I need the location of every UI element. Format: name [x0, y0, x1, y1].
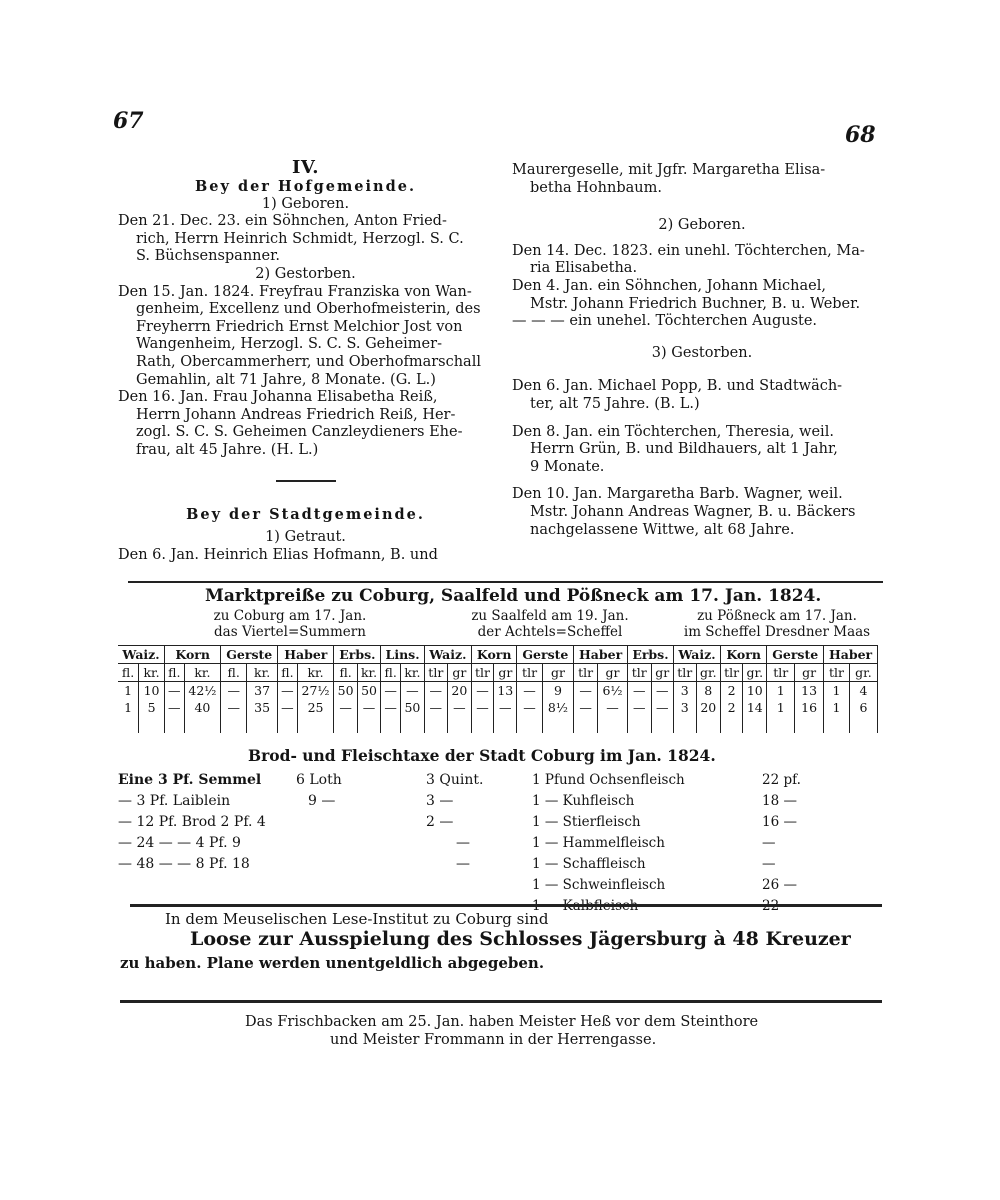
- unit-cell: tlr: [517, 664, 542, 682]
- market-title: Marktpreiße zu Coburg, Saalfeld und Pößneck am 17. Jan. 1824.: [205, 586, 822, 606]
- entry-line: Wangenheim, Herzogl. S. C. S. Geheimer-: [136, 336, 442, 353]
- coburg-group-line2: das Viertel=Summern: [214, 624, 366, 640]
- meat-price: 18 —: [762, 793, 797, 809]
- separator-rule: [276, 480, 336, 482]
- table-cell: 10: [743, 682, 767, 700]
- coburg-group-header: [175, 608, 405, 640]
- unit-cell: fl.: [278, 664, 298, 682]
- meat-row-5: [532, 854, 801, 875]
- bread-item: — 24 — — 4 Pf. 9: [118, 835, 241, 851]
- meat-item: 1 — Stierfleisch: [532, 814, 641, 830]
- table-cell: —: [471, 682, 493, 700]
- entry-line: Den 16. Jan. Frau Johanna Elisabetha Reiß,: [118, 389, 438, 406]
- unit-cell: gr: [795, 664, 824, 682]
- bread-item: — 12 Pf. Brod 2 Pf. 4: [118, 814, 266, 830]
- table-header-cell: Erbs.: [334, 646, 381, 664]
- entry-line: Den 10. Jan. Margaretha Barb. Wagner, weil.: [512, 486, 843, 503]
- table-cell: 8: [696, 682, 720, 700]
- table-cell: —: [221, 699, 247, 716]
- unit-cell: kr.: [401, 664, 425, 682]
- notice-line-2: Loose zur Ausspielung des Schlosses Jägersburg à 48 Kreuzer: [190, 928, 851, 950]
- table-cell: 1: [824, 699, 850, 716]
- unit-cell: kr.: [297, 664, 334, 682]
- table-cell: —: [574, 682, 598, 700]
- table-cell: 3: [673, 682, 696, 700]
- table-cell: 6: [849, 699, 877, 716]
- page-number-left: 67: [113, 108, 144, 134]
- table-cell: 50: [357, 682, 381, 700]
- unit-cell: kr.: [357, 664, 381, 682]
- table-cell: —: [471, 699, 493, 716]
- section-number: IV.: [291, 157, 319, 178]
- meat-row-1: [532, 770, 801, 791]
- meat-row-3: [532, 812, 801, 833]
- entry-line: zogl. S. C. S. Geheimen Canzleydieners Ehe-: [136, 424, 463, 441]
- unit-cell: tlr: [424, 664, 447, 682]
- entry-line: rich, Herrn Heinrich Schmidt, Herzogl. S. C.: [136, 230, 464, 247]
- bread-row-5: [118, 854, 483, 875]
- bread-tax-list: [118, 770, 483, 875]
- table-header-cell: Waiz.: [424, 646, 471, 664]
- unit-cell: gr: [651, 664, 673, 682]
- table-cell: —: [165, 682, 185, 700]
- table-cell: 37: [247, 682, 278, 700]
- table-cell: —: [651, 699, 673, 716]
- table-cell: 4: [849, 682, 877, 700]
- meat-item: 1 — Schaffleisch: [532, 856, 646, 872]
- footer-line-2: und Meister Frommann in der Herrengasse.: [330, 1032, 657, 1048]
- entry-line: Den 6. Jan. Michael Popp, B. und Stadtwäch-: [512, 378, 843, 395]
- notice-top-rule: [130, 904, 882, 907]
- table-header-cell: Waiz.: [118, 646, 165, 664]
- unit-cell: tlr: [720, 664, 742, 682]
- left-column: [118, 158, 493, 564]
- meat-item: 1 — Kuhfleisch: [532, 793, 635, 809]
- table-cell: 5: [139, 699, 165, 716]
- meat-price: 16 —: [762, 814, 797, 830]
- entry-line: Herrn Grün, B. und Bildhauers, alt 1 Jahr,: [530, 441, 838, 458]
- unit-cell: gr.: [849, 664, 877, 682]
- unit-cell: tlr: [824, 664, 850, 682]
- entry-line: — — — ein unehel. Töchterchen Auguste.: [512, 313, 818, 330]
- table-cell: 40: [184, 699, 221, 716]
- meat-price: —: [762, 835, 776, 851]
- table-header-cell: Haber: [824, 646, 878, 664]
- table-header-cell: Gerste: [767, 646, 824, 664]
- entry-line: ria Elisabetha.: [530, 260, 638, 277]
- entry-line: betha Hohnbaum.: [530, 179, 662, 196]
- entry-line: genheim, Excellenz und Oberhofmeisterin, des: [136, 301, 481, 318]
- table-cell: 10: [139, 682, 165, 700]
- table-header-cell: Korn: [165, 646, 221, 664]
- bread-quint: —: [456, 856, 470, 872]
- table-cell: —: [494, 699, 517, 716]
- entry-line: Freyherrn Friedrich Ernst Melchior Jost von: [136, 318, 463, 335]
- table-cell: 2: [720, 682, 742, 700]
- table-cell: —: [651, 682, 673, 700]
- entry-line: Maurergeselle, mit Jgfr. Margaretha Elisa-: [512, 162, 826, 178]
- unit-cell: gr.: [743, 664, 767, 682]
- tax-title: Brod- und Fleischtaxe der Stadt Coburg im Jan. 1824.: [248, 746, 716, 765]
- entry-line: nachgelassene Wittwe, alt 68 Jahre.: [530, 521, 795, 538]
- entry-line: Herrn Johann Andreas Friedrich Reiß, Her-: [136, 406, 456, 423]
- table-cell: —: [574, 699, 598, 716]
- unit-cell: kr.: [184, 664, 221, 682]
- table-header-cell: Gerste: [221, 646, 278, 664]
- table-cell: —: [278, 682, 298, 700]
- table-cell: —: [517, 699, 542, 716]
- entry-line: frau, alt 45 Jahre. (H. L.): [136, 441, 319, 458]
- table-cell: 1: [767, 682, 795, 700]
- unit-cell: gr: [494, 664, 517, 682]
- coburg-group-line1: zu Coburg am 17. Jan.: [213, 608, 367, 624]
- market-price-table: [118, 645, 878, 733]
- table-header-cell: Gerste: [517, 646, 574, 664]
- bread-weight: 6 Loth: [296, 772, 342, 788]
- table-cell: —: [357, 699, 381, 716]
- table-cell: 50: [334, 682, 357, 700]
- meat-row-6: [532, 875, 801, 896]
- table-cell: 50: [401, 699, 425, 716]
- subheading-geboren: 1) Geboren.: [261, 195, 350, 212]
- meat-price: —: [762, 856, 776, 872]
- bread-item: — 48 — — 8 Pf. 18: [118, 856, 250, 872]
- notice-line-1: In dem Meuselischen Lese-Institut zu Coburg sind: [165, 910, 549, 928]
- table-cell: 8½: [542, 699, 574, 716]
- table-cell: —: [334, 699, 357, 716]
- bread-row-4: [118, 833, 483, 854]
- table-header-row: [118, 646, 878, 664]
- heading-stadtgemeinde: Bey der Stadtgemeinde.: [186, 505, 425, 523]
- unit-cell: fl.: [118, 664, 139, 682]
- entry-line: Den 4. Jan. ein Söhnchen, Johann Michael,: [512, 277, 826, 294]
- subheading-gestorben: 2) Gestorben.: [255, 265, 356, 282]
- table-cell: 14: [743, 699, 767, 716]
- table-header-cell: Korn: [471, 646, 517, 664]
- saalfeld-group-line2: der Achtels=Scheffel: [477, 624, 623, 640]
- entry-line: Den 6. Jan. Heinrich Elias Hofmann, B. und: [118, 546, 438, 563]
- entry-line: S. Büchsenspanner.: [136, 248, 281, 265]
- bread-quint: 3 —: [426, 793, 454, 809]
- footer-line-1: Das Frischbacken am 25. Jan. haben Meister Heß vor dem Steinthore: [245, 1014, 759, 1030]
- meat-tax-list: [532, 770, 801, 917]
- entry-line: Den 8. Jan. ein Töchterchen, Theresia, weil.: [512, 423, 834, 440]
- table-cell: 20: [447, 682, 471, 700]
- unit-cell: tlr: [627, 664, 651, 682]
- table-cell: —: [627, 699, 651, 716]
- entry-line: Rath, Obercammerherr, und Oberhofmarschall: [136, 353, 481, 370]
- table-cell: —: [598, 699, 628, 716]
- bread-quint: —: [456, 835, 470, 851]
- unit-cell: tlr: [574, 664, 598, 682]
- table-cell: —: [165, 699, 185, 716]
- unit-cell: fl.: [221, 664, 247, 682]
- unit-cell: gr: [447, 664, 471, 682]
- meat-row-2: [532, 791, 801, 812]
- meat-item: 1 — Schweinfleisch: [532, 877, 666, 893]
- page-number-right: 68: [845, 122, 876, 148]
- table-cell: 35: [247, 699, 278, 716]
- table-cell: —: [278, 699, 298, 716]
- table-cell: 1: [118, 699, 139, 716]
- unit-cell: fl.: [381, 664, 401, 682]
- entry-line: Den 14. Dec. 1823. ein unehl. Töchterchen, Ma-: [512, 242, 865, 259]
- table-cell: 2: [720, 699, 742, 716]
- bread-item: — 3 Pf. Laiblein: [118, 793, 231, 809]
- table-cell: —: [401, 682, 425, 700]
- entry-line: 9 Monate.: [530, 458, 605, 475]
- table-cell: 16: [795, 699, 824, 716]
- notice-line-3: zu haben. Plane werden unentgeldlich abgegeben.: [120, 954, 545, 972]
- saalfeld-group-header: [450, 608, 650, 640]
- table-cell: 1: [118, 682, 139, 700]
- table-spacer-row: [118, 716, 878, 733]
- bread-quint: 2 —: [426, 814, 454, 830]
- unit-cell: fl.: [334, 664, 357, 682]
- poessneck-group-line1: zu Pößneck am 17. Jan.: [697, 608, 857, 624]
- table-cell: 13: [795, 682, 824, 700]
- table-header-cell: Haber: [574, 646, 628, 664]
- unit-cell: tlr: [471, 664, 493, 682]
- notice-bottom-rule: [120, 1000, 882, 1003]
- table-header-cell: Waiz.: [673, 646, 720, 664]
- unit-cell: tlr: [673, 664, 696, 682]
- poessneck-group-line2: im Scheffel Dresdner Maas: [683, 624, 871, 640]
- bread-quint: 3 Quint.: [426, 772, 484, 788]
- table-cell: —: [381, 699, 401, 716]
- table-units-row: [118, 664, 878, 682]
- unit-cell: gr: [598, 664, 628, 682]
- table-cell: —: [381, 682, 401, 700]
- bread-weight: 9 —: [308, 793, 336, 809]
- bread-row-1: [118, 770, 483, 791]
- bread-item: Eine 3 Pf. Semmel: [118, 772, 262, 788]
- table-cell: 20: [696, 699, 720, 716]
- subheading-getraut: 1) Getraut.: [265, 529, 346, 546]
- table-cell: —: [424, 699, 447, 716]
- unit-cell: gr.: [696, 664, 720, 682]
- unit-cell: kr.: [247, 664, 278, 682]
- table-cell: 42½: [184, 682, 221, 700]
- heading-hofgemeinde: Bey der Hofgemeinde.: [194, 178, 416, 195]
- table-header-cell: Korn: [720, 646, 766, 664]
- entry-line: Den 21. Dec. 23. ein Söhnchen, Anton Fried-: [118, 213, 447, 230]
- table-cell: 3: [673, 699, 696, 716]
- table-cell: 13: [494, 682, 517, 700]
- table-cell: —: [627, 682, 651, 700]
- bread-row-2: [118, 791, 483, 812]
- table-cell: 27½: [297, 682, 334, 700]
- table-cell: 1: [824, 682, 850, 700]
- meat-price: 22 pf.: [762, 772, 801, 788]
- table-cell: 1: [767, 699, 795, 716]
- entry-line: Mstr. Johann Friedrich Buchner, B. u. Weber.: [530, 295, 861, 312]
- table-cell: —: [221, 682, 247, 700]
- bread-row-3: [118, 812, 483, 833]
- top-rule: [128, 581, 883, 583]
- table-cell: —: [447, 699, 471, 716]
- table-cell: 9: [542, 682, 574, 700]
- meat-price: 26 —: [762, 877, 797, 893]
- table-header-cell: Erbs.: [627, 646, 673, 664]
- table-cell: —: [517, 682, 542, 700]
- table-cell: —: [424, 682, 447, 700]
- table-header-cell: Haber: [278, 646, 334, 664]
- table-cell: 25: [297, 699, 334, 716]
- meat-item: 1 Pfund Ochsenfleisch: [532, 772, 685, 788]
- subheading-gestorben: 3) Gestorben.: [651, 344, 753, 361]
- unit-cell: gr: [542, 664, 574, 682]
- meat-item: 1 — Hammelfleisch: [532, 835, 665, 851]
- table-row: [118, 682, 878, 700]
- saalfeld-group-line1: zu Saalfeld am 19. Jan.: [471, 608, 629, 624]
- table-row: [118, 699, 878, 716]
- subheading-geboren: 2) Geboren.: [658, 217, 746, 234]
- right-column: [512, 162, 892, 539]
- entry-line: ter, alt 75 Jahre. (B. L.): [530, 395, 700, 412]
- poessneck-group-header: [672, 608, 882, 640]
- unit-cell: tlr: [767, 664, 795, 682]
- table-header-cell: Lins.: [381, 646, 424, 664]
- unit-cell: fl.: [165, 664, 185, 682]
- entry-line: Mstr. Johann Andreas Wagner, B. u. Bäckers: [530, 503, 856, 520]
- table-cell: 6½: [598, 682, 628, 700]
- meat-row-4: [532, 833, 801, 854]
- entry-line: Den 15. Jan. 1824. Freyfrau Franziska von Wan-: [118, 283, 472, 300]
- entry-line: Gemahlin, alt 71 Jahre, 8 Monate. (G. L.): [136, 371, 436, 388]
- unit-cell: kr.: [139, 664, 165, 682]
